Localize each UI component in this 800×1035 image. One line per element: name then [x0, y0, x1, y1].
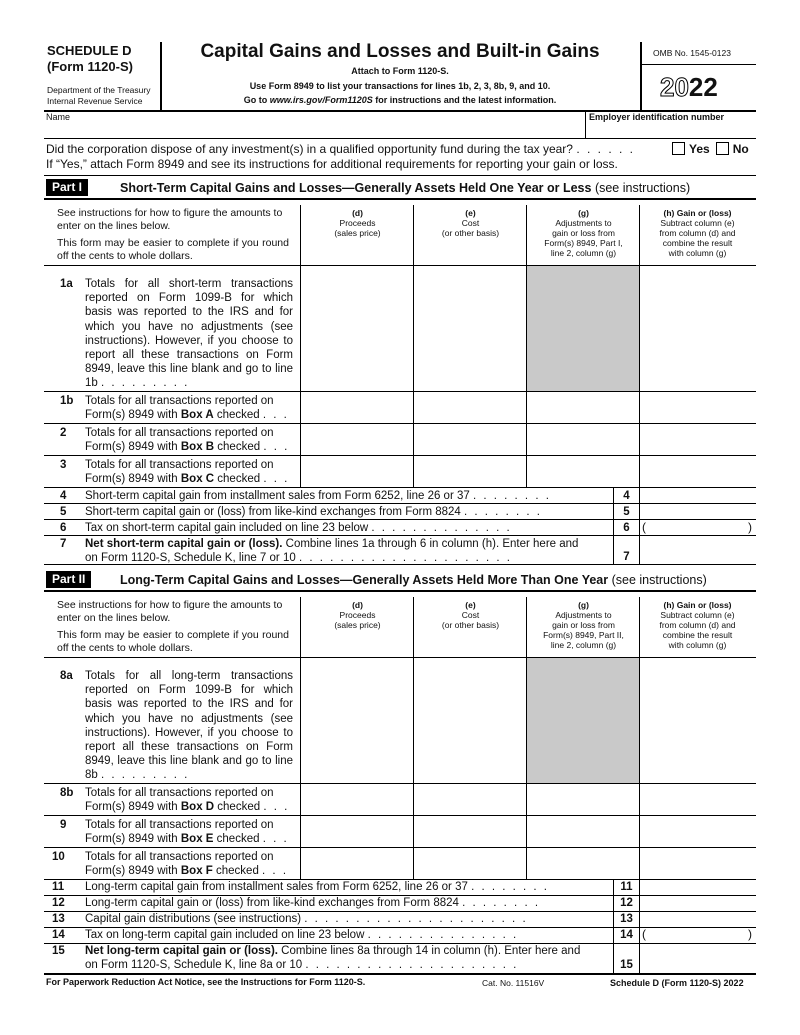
line-8a-col-d-input[interactable]	[301, 658, 413, 782]
line-1b-number: 1b	[60, 395, 74, 407]
line-1a-col-h-input[interactable]	[640, 266, 755, 390]
line-12-number: 12	[52, 897, 65, 909]
footer-form-id: Schedule D (Form 1120-S) 2022	[610, 978, 744, 988]
line-4-input[interactable]	[640, 488, 755, 503]
line-7-text: Net short-term capital gain or (loss). Combine lines 1a through 6 in column (h). Enter here and on Form 1120-S, Schedule K, line 7 or 10 . . . . . . . . . . . . . . . . . . . . .	[85, 538, 579, 565]
line-8b-number: 8b	[60, 787, 74, 799]
line-15-number: 15	[52, 945, 65, 957]
part2-col-g-header: (g) Adjustments to gain or loss from Form(s) 8949, Part II, line 2, column (g)	[543, 600, 624, 650]
line-1a-number: 1a	[60, 278, 73, 290]
line-7-input[interactable]	[640, 536, 755, 563]
line-11-text: Long-term capital gain from installment sales from Form 6252, line 26 or 37 . . . . . . . .	[85, 881, 550, 893]
line-10-number: 10	[52, 851, 65, 863]
part1-intro-1: See instructions for how to figure the amounts to enter on the lines below.	[57, 207, 283, 232]
line-3-number: 3	[60, 459, 67, 471]
goto-post: for instructions and the latest information.	[372, 95, 557, 105]
footer-cat-number: Cat. No. 11516V	[482, 978, 545, 988]
line-8a-col-e-input[interactable]	[414, 658, 526, 782]
line-12-box: 12	[620, 897, 633, 909]
footer-paperwork-notice: For Paperwork Reduction Act Notice, see the Instructions for Form 1120-S.	[46, 977, 366, 987]
qof-answers	[666, 142, 749, 156]
part1-col-g-header: (g) Adjustments to gain or loss from Form(s) 8949, Part I, line 2, column (g)	[544, 208, 623, 258]
goto-pre: Go to	[243, 95, 270, 105]
line-13-box: 13	[620, 913, 633, 925]
line-14-text: Tax on long-term capital gain included on line 23 below . . . . . . . . . . . . . . .	[85, 929, 519, 941]
part2-intro-1: See instructions for how to figure the amounts to enter on the lines below.	[57, 599, 283, 624]
tax-year	[660, 72, 718, 102]
line-12-text: Long-term capital gain or (loss) from like-kind exchanges from Form 8824 . . . . . . . .	[85, 897, 541, 909]
dept-treasury: Department of the Treasury	[47, 85, 151, 95]
year-outline: 20	[660, 72, 689, 102]
line-10-text: Totals for all transactions reported on Form(s) 8949 with Box F checked . . .	[85, 851, 289, 878]
line-4-box: 4	[623, 490, 630, 502]
line-11-number: 11	[52, 881, 65, 893]
part1-1a-col-g-shaded	[527, 266, 639, 391]
part2-title-bold: Long-Term Capital Gains and Losses—Generally Assets Held More Than One Year	[120, 573, 609, 587]
part1-title	[120, 181, 690, 195]
line-1b-text: Totals for all transactions reported on Form(s) 8949 with Box A checked . . .	[85, 395, 289, 422]
header-divider-right	[640, 42, 642, 110]
line-14-paren-open: (	[642, 927, 646, 941]
line-8a-number: 8a	[60, 670, 73, 682]
line-3-text: Totals for all transactions reported on Form(s) 8949 with Box C checked . . .	[85, 459, 290, 486]
line-8a-col-h-input[interactable]	[640, 658, 755, 782]
line-1a-col-d-input[interactable]	[301, 266, 413, 390]
attach-note: Attach to Form 1120-S.	[351, 66, 449, 76]
line-15-input[interactable]	[640, 944, 755, 972]
line-12-input[interactable]	[640, 896, 755, 911]
part1-tag: Part I	[46, 179, 88, 196]
schedule-label: SCHEDULE D	[47, 43, 132, 58]
line-5-number: 5	[60, 506, 67, 518]
part2-col-h-header: (h) Gain or (loss) Subtract column (e) from column (d) and combine the result with column (g)	[659, 600, 736, 650]
line-13-text: Capital gain distributions (see instructions) . . . . . . . . . . . . . . . . . . . . . .	[85, 913, 528, 925]
line-2-text: Totals for all transactions reported on Form(s) 8949 with Box B checked . . .	[85, 427, 290, 454]
line-15-text: Net long-term capital gain or (loss). Combine lines 8a through 14 in column (h). Enter here and on Form 1120-S, Schedule K, line 8a or 10 . . . . . . . . . . . . . . . . . . . . .	[85, 945, 581, 972]
no-checkbox[interactable]	[716, 142, 729, 155]
use-8949-note: Use Form 8949 to list your transactions for lines 1b, 2, 3, 8b, 9, and 10.	[249, 81, 551, 91]
line-14-paren-close: )	[748, 927, 752, 941]
ein-field[interactable]	[589, 124, 753, 137]
no-label: No	[732, 142, 749, 156]
part1-col-h-header: (h) Gain or (loss) Subtract column (e) from column (d) and combine the result with column (g)	[659, 208, 736, 258]
line-5-box: 5	[623, 506, 630, 518]
yes-label: Yes	[689, 142, 710, 156]
line-11-input[interactable]	[640, 880, 755, 895]
part2-col-e-header: (e) Cost (or other basis)	[441, 600, 500, 630]
part2-intro-2: This form may be easier to complete if you round off the cents to whole dollars.	[57, 629, 289, 654]
name-field[interactable]	[45, 122, 581, 136]
part1-title-bold: Short-Term Capital Gains and Losses—Generally Assets Held One Year or Less	[120, 181, 592, 195]
line-1a-text: Totals for all short-term transactions reported on Form 1099-B for which basis was reported to the IRS and for which you have no adjustments (see instructions). However, if you choose to report all these transactions on Form 8949, leave this line blank and go to line 1b . . . . . . . . .	[85, 278, 293, 390]
form-number: (Form 1120-S)	[47, 59, 133, 74]
part2-title-suffix: (see instructions)	[608, 573, 707, 587]
line-5-input[interactable]	[640, 504, 755, 519]
part1-col-e-header: (e) Cost (or other basis)	[441, 208, 500, 238]
part1-title-suffix: (see instructions)	[591, 181, 691, 195]
line-2-number: 2	[60, 427, 67, 439]
line-9-text: Totals for all transactions reported on Form(s) 8949 with Box E checked . . .	[85, 819, 289, 846]
line-7-box: 7	[623, 551, 630, 563]
line-8b-text: Totals for all transactions reported on Form(s) 8949 with Box D checked . . .	[85, 787, 290, 814]
line-6-text: Tax on short-term capital gain included on line 23 below . . . . . . . . . . . . . .	[85, 522, 512, 534]
line-14-number: 14	[52, 929, 65, 941]
goto-note	[162, 95, 638, 106]
form-title: Capital Gains and Losses and Built-in Gains	[200, 41, 600, 62]
line-9-number: 9	[60, 819, 67, 831]
part2-col-d-header: (d) Proceeds (sales price)	[334, 600, 381, 630]
qof-dots: . . . . . .	[576, 142, 636, 156]
part1-col-d-header: (d) Proceeds (sales price)	[334, 208, 381, 238]
line-6-input[interactable]	[650, 520, 745, 535]
line-7-number: 7	[60, 538, 67, 550]
year-bold: 22	[688, 72, 718, 102]
part2-title	[120, 573, 707, 587]
line-8a-text: Totals for all long-term transactions reported on Form 1099-B for which basis was reported to the IRS and for which you have no adjustments (see instructions). However, if you choose to report all these transactions on Form 8949, leave this line blank and go to line 8b . . . . . . . . .	[85, 670, 293, 782]
yes-checkbox[interactable]	[672, 142, 685, 155]
line-6-paren-close: )	[748, 520, 752, 534]
part1-intro-2: This form may be easier to complete if you round off the cents to whole dollars.	[57, 237, 289, 262]
ein-label: Employer identification number	[589, 112, 725, 122]
line-6-paren-open: (	[642, 520, 646, 534]
part2-tag: Part II	[46, 571, 91, 588]
qof-note: If “Yes,” attach Form 8949 and see its instructions for additional requirements for reporting your gain or loss.	[46, 157, 618, 171]
line-15-box: 15	[620, 959, 633, 971]
line-14-box: 14	[620, 929, 633, 941]
qof-question	[46, 142, 635, 156]
line-14-input[interactable]	[650, 928, 745, 943]
irs-link[interactable]: www.irs.gov/Form1120S	[269, 95, 373, 105]
line-4-number: 4	[60, 490, 67, 502]
line-1a-col-e-input[interactable]	[414, 266, 526, 390]
line-6-number: 6	[60, 522, 67, 534]
line-13-input[interactable]	[640, 912, 755, 927]
name-label: Name	[46, 112, 71, 122]
line-5-text: Short-term capital gain or (loss) from like-kind exchanges from Form 8824 . . . . . . . .	[85, 506, 542, 518]
line-11-box: 11	[620, 881, 633, 893]
part2-8a-col-g-shaded	[527, 658, 639, 783]
line-6-box: 6	[623, 522, 630, 534]
line-4-text: Short-term capital gain from installment sales from Form 6252, line 26 or 37 . . . . . . . .	[85, 490, 551, 502]
dept-irs: Internal Revenue Service	[47, 96, 143, 106]
qof-question-text: Did the corporation dispose of any investment(s) in a qualified opportunity fund during the tax year?	[46, 142, 573, 156]
omb-number: OMB No. 1545-0123	[653, 48, 731, 58]
line-13-number: 13	[52, 913, 65, 925]
